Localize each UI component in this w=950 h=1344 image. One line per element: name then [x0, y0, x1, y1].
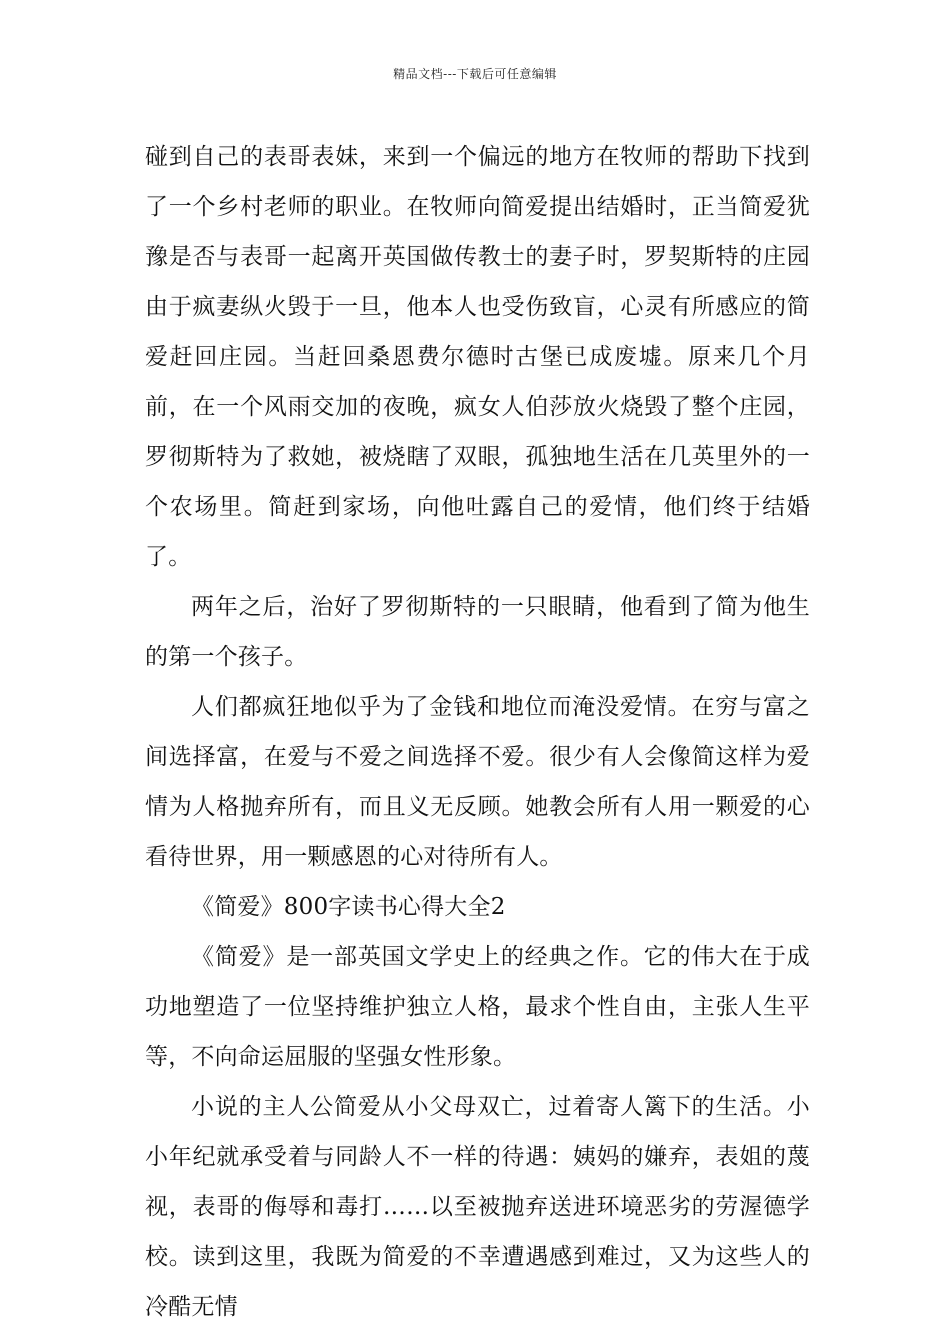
paragraph: 《简爱》是一部英国文学史上的经典之作。它的伟大在于成功地塑造了一位坚持维护独立人格，最求个性自由，主张人生平等，不向命运屈服的坚强女性形象。 — [145, 944, 810, 1070]
paragraph: 两年之后，治好了罗彻斯特的一只眼睛，他看到了简为他生的第一个孩子。 — [145, 594, 810, 670]
page-header: 精品文档---下载后可任意编辑 — [393, 67, 557, 81]
paragraph: 小说的主人公简爱从小父母双亡，过着寄人篱下的生活。小小年纪就承受着与同龄人不一样的待遇：姨妈的嫌弃，表姐的蔑视，表哥的侮辱和毒打……以至被抛弃送进环境恶劣的劳渥德学校。读到这里，我既为简爱的不幸遭遇感到难过，又为这些人的冷酷无情 — [145, 1094, 810, 1320]
section-heading: 《简爱》800字读书心得大全2 — [191, 894, 506, 920]
paragraph-continued: 碰到自己的表哥表妹，来到一个偏远的地方在牧师的帮助下找到了一个乡村老师的职业。在牧师向简爱提出结婚时，正当简爱犹豫是否与表哥一起离开英国做传教士的妻子时，罗契斯特的庄园由于疯妻纵火毁于一旦，他本人也受伤致盲，心灵有所感应的简爱赶回庄园。当赶回桑恩费尔德时古堡已成废墟。原来几个月前，在一个风雨交加的夜晚，疯女人伯莎放火烧毁了整个庄园，罗彻斯特为了救她，被烧瞎了双眼，孤独地生活在几英里外的一个农场里。简赶到家场，向他吐露自己的爱情，他们终于结婚了。 — [145, 144, 810, 570]
document-body — [145, 132, 810, 1332]
paragraph: 人们都疯狂地似乎为了金钱和地位而淹没爱情。在穷与富之间选择富，在爱与不爱之间选择不爱。很少有人会像简这样为爱情为人格抛弃所有，而且义无反顾。她教会所有人用一颗爱的心看待世界，用一颗感恩的心对待所有人。 — [145, 694, 810, 870]
